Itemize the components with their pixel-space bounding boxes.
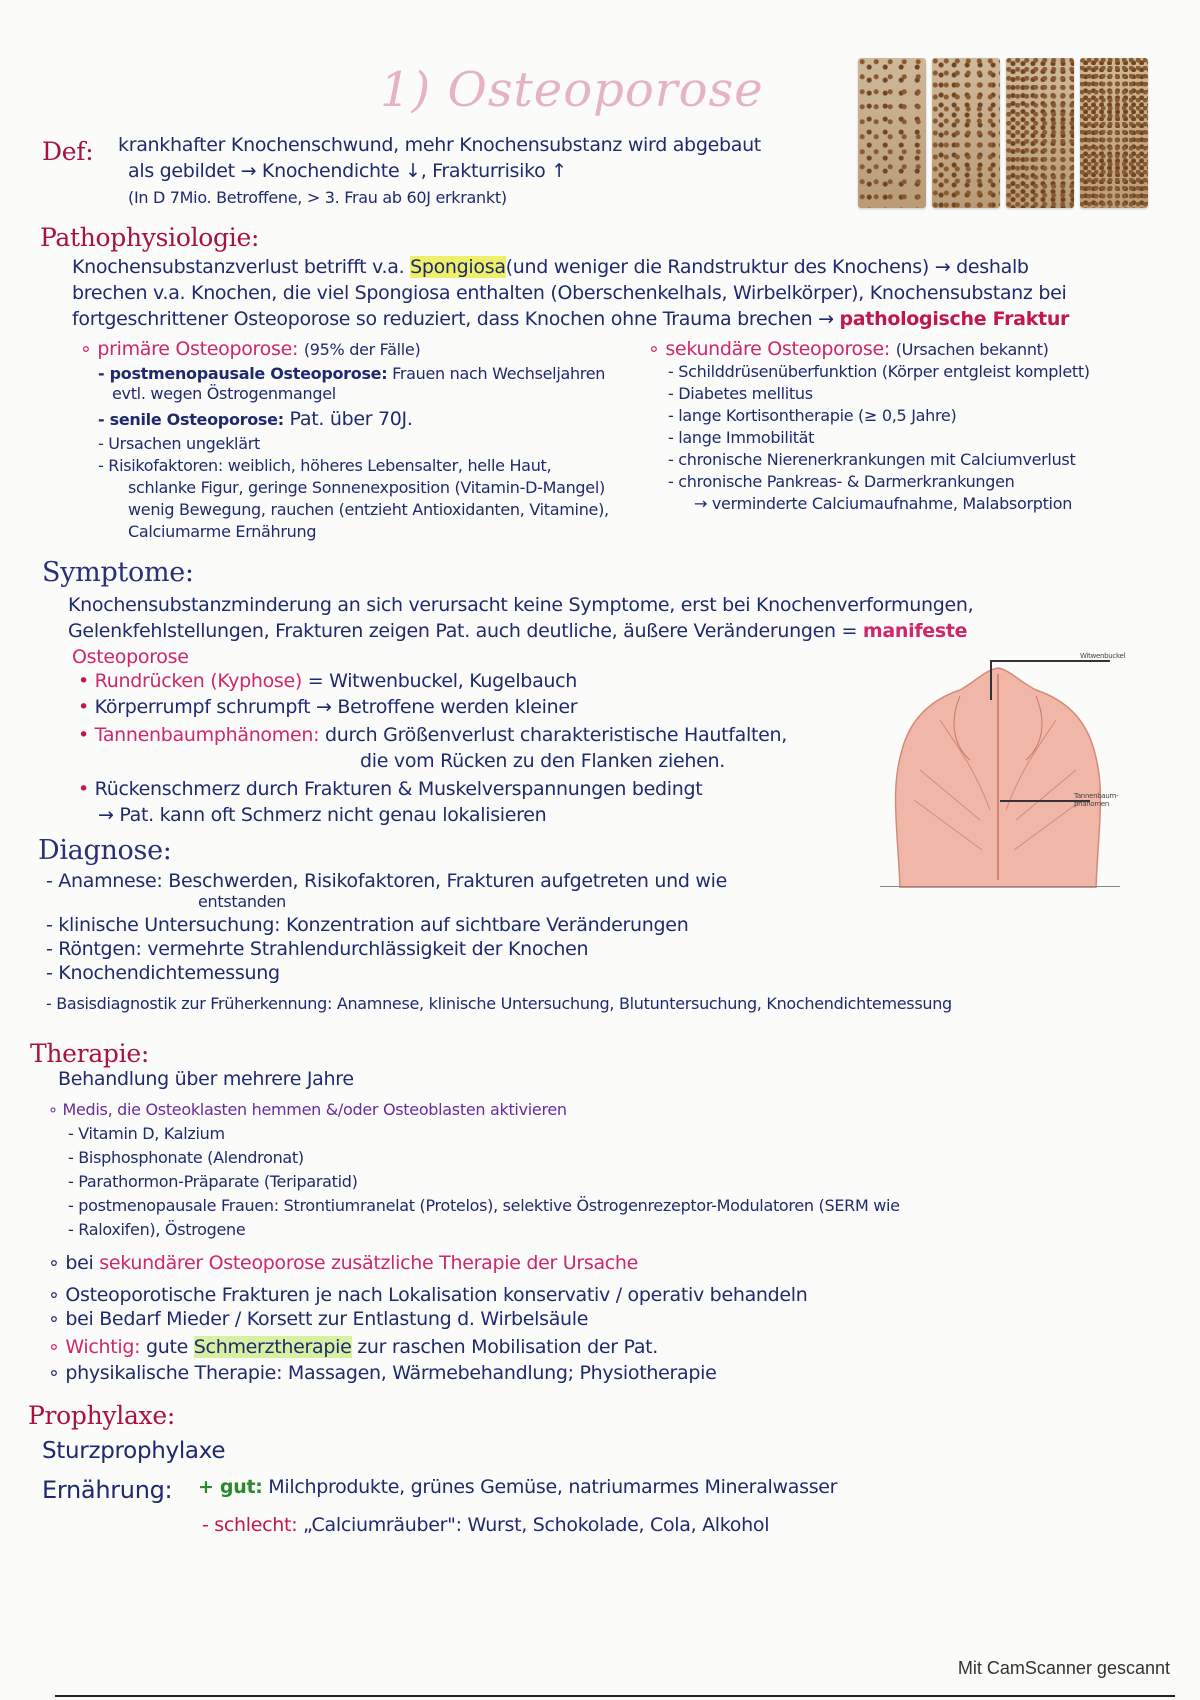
manifeste: manifeste (862, 620, 968, 642)
back-illustration (880, 660, 1115, 888)
therapie-med-4: - postmenopausale Frauen: Strontiumranelat (Protelos), selektive Östrogenrezeptor-Modulatoren (SERM wie (68, 1196, 900, 1215)
gut-label: + gut: (198, 1476, 263, 1498)
footer-divider (55, 1695, 1175, 1697)
secondary-item: - Schilddrüsenüberfunktion (Körper entgleist komplett) (668, 362, 1090, 381)
therapie-med-2: - Bisphosphonate (Alendronat) (68, 1148, 304, 1167)
symptom-bullet-1: • Rundrücken (Kyphose) = Witwenbuckel, Kugelbauch (78, 670, 578, 692)
therapie-bullet-1b: zusätzliche Therapie der Ursache (325, 1252, 639, 1274)
symptome-heading: Symptome: (42, 557, 194, 588)
risk-line-4: Calciumarme Ernährung (128, 522, 317, 541)
prophylaxe-heading: Prophylaxe: (28, 1401, 175, 1430)
symptome-line-3: Osteoporose (72, 646, 189, 668)
def-line-2: als gebildet → Knochendichte ↓, Frakturrisiko ↑ (128, 160, 567, 182)
diagnose-line-4: - Knochendichtemessung (46, 962, 280, 984)
tannenbaum-text: durch Größenverlust charakteristische Hautfalten, (319, 724, 787, 746)
senile-row (98, 408, 413, 430)
patho-line-2: brechen v.a. Knochen, die viel Spongiosa enthalten (Oberschenkelhals, Wirbelkörper), Knochensubstanz bei (72, 282, 1067, 304)
therapie-bullet-4b: zur raschen Mobilisation der Pat. (351, 1336, 659, 1358)
therapie-bullet-4a: gute (140, 1336, 194, 1358)
therapie-med-5: - Raloxifen), Östrogene (68, 1220, 246, 1239)
patho-line-3a: fortgeschrittener Osteoporose so reduziert, dass Knochen ohne Trauma brechen → (72, 308, 840, 330)
highlight-spongiosa: Spongiosa (410, 256, 506, 278)
symptome-line-2 (68, 620, 967, 642)
patho-line-3 (72, 308, 1069, 330)
symptom-bullet-4-line-2: → Pat. kann oft Schmerz nicht genau lokalisieren (98, 804, 547, 826)
patho-line-1 (72, 256, 1029, 278)
therapie-bullet-4 (48, 1336, 658, 1358)
symptome-line-2a: Gelenkfehlstellungen, Frakturen zeigen Pat. auch deutliche, äußere Veränderungen = (68, 620, 863, 642)
therapie-medis: ∘ Medis, die Osteoklasten hemmen &/oder Osteoblasten aktivieren (48, 1100, 567, 1119)
therapie-bullet-1: ∘ bei sekundärer Osteoporose zusätzliche Therapie der Ursache (48, 1252, 639, 1274)
prophylaxe-schlecht (202, 1514, 769, 1536)
prophylaxe-gut (198, 1476, 837, 1498)
primary-heading-note: (95% der Fälle) (303, 340, 421, 359)
risk-line-3: wenig Bewegung, rauchen (entzieht Antioxidanten, Vitamine), (128, 500, 609, 519)
senile-label: - senile Osteoporose: (98, 410, 284, 429)
sekundaerer-osteoporose: sekundärer Osteoporose (99, 1252, 326, 1274)
diagnose-line-2: - klinische Untersuchung: Konzentration auf sichtbare Veränderungen (46, 914, 689, 936)
diagnose-line-3: - Röntgen: vermehrte Strahlendurchlässigkeit der Knochen (46, 938, 589, 960)
postmenopausal-label: - postmenopausale Osteoporose: (98, 364, 388, 383)
secondary-heading-row (648, 338, 1049, 360)
therapie-bullet-3: ∘ bei Bedarf Mieder / Korsett zur Entlastung d. Wirbelsäule (48, 1308, 589, 1330)
diagnose-line-1: - Anamnese: Beschwerden, Risikofaktoren, Frakturen aufgetreten und wie (46, 870, 727, 892)
therapie-bullet-5: ∘ physikalische Therapie: Massagen, Wärmebehandlung; Physiotherapie (48, 1362, 717, 1384)
prophylaxe-sturz: Sturzprophylaxe (42, 1438, 226, 1464)
label-leader-top (990, 660, 1110, 662)
ursachen: - Ursachen ungeklärt (98, 434, 260, 453)
therapie-med-3: - Parathormon-Präparate (Teriparatid) (68, 1172, 358, 1191)
bone-image-1 (858, 58, 926, 208)
patho-line-1b: (und weniger die Randstruktur des Knochens) → deshalb (505, 256, 1029, 278)
primary-heading-row (80, 338, 420, 360)
secondary-item: - Diabetes mellitus (668, 384, 813, 403)
tannenbaumphaenomen: Tannenbaumphänomen: (94, 724, 320, 746)
secondary-item: - chronische Pankreas- & Darmerkrankungen (668, 472, 1015, 491)
primary-heading: ∘ primäre Osteoporose: (80, 338, 299, 360)
bone-image-2 (932, 58, 1000, 208)
gut-text: Milchprodukte, grünes Gemüse, natriumarmes Mineralwasser (262, 1476, 838, 1498)
bone-image-3 (1006, 58, 1074, 208)
therapie-bullet-1a: bei (65, 1252, 100, 1274)
therapie-heading: Therapie: (30, 1039, 149, 1068)
image-label-tannenbaum: Tannenbaum-phänomen (1074, 792, 1119, 808)
secondary-item: - lange Kortisontherapie (≥ 0,5 Jahre) (668, 406, 957, 425)
therapie-line-0: Behandlung über mehrere Jahre (58, 1068, 354, 1090)
def-label: Def: (42, 137, 94, 166)
postmenopausal-row (98, 364, 605, 383)
symptom-bullet-4: • Rückenschmerz durch Frakturen & Muskelverspannungen bedingt (78, 778, 703, 800)
def-line-1: krankhafter Knochenschwund, mehr Knochensubstanz wird abgebaut (118, 134, 761, 156)
bone-image-4 (1080, 58, 1148, 208)
scanner-watermark: Mit CamScanner gescannt (957, 1658, 1170, 1678)
rundruecken-text: = Witwenbuckel, Kugelbauch (302, 670, 578, 692)
page-title: 1) Osteoporose (380, 62, 764, 118)
def-line-3: (In D 7Mio. Betroffene, > 3. Frau ab 60J erkrankt) (128, 188, 507, 207)
senile-text: Pat. über 70J. (289, 408, 413, 430)
diagnose-line-1b: entstanden (198, 892, 286, 911)
symptom-bullet-2-text: Körperrumpf schrumpft → Betroffene werden kleiner (94, 696, 578, 718)
label-leader-vertical (990, 660, 992, 700)
postmenopausal-line-2: evtl. wegen Östrogenmangel (112, 384, 336, 403)
highlight-schmerztherapie: Schmerztherapie (193, 1336, 352, 1358)
secondary-item: - lange Immobilität (668, 428, 815, 447)
prophylaxe-ernaehrung-label: Ernährung: (42, 1476, 173, 1504)
patho-line-1a: Knochensubstanzverlust betrifft v.a. (72, 256, 411, 278)
rundruecken: Rundrücken (Kyphose) (94, 670, 303, 692)
schlecht-label: - schlecht: (202, 1514, 298, 1536)
symptom-bullet-2: • Körperrumpf schrumpft → Betroffene werden kleiner (78, 696, 578, 718)
symptom-bullet-3: • Tannenbaumphänomen: durch Größenverlust charakteristische Hautfalten, (78, 724, 787, 746)
image-label-witwenbuckel: Witwenbuckel (1080, 652, 1126, 660)
secondary-heading-note: (Ursachen bekannt) (895, 340, 1049, 359)
therapie-med-1: - Vitamin D, Kalzium (68, 1124, 225, 1143)
symptom-bullet-3-line-2: die vom Rücken zu den Flanken ziehen. (360, 750, 725, 772)
secondary-item: → verminderte Calciumaufnahme, Malabsorption (694, 494, 1073, 513)
symptom-bullet-4-text: Rückenschmerz durch Frakturen & Muskelverspannungen bedingt (94, 778, 703, 800)
postmenopausal-text: Frauen nach Wechseljahren (392, 364, 606, 383)
symptome-line-1: Knochensubstanzminderung an sich verursacht keine Symptome, erst bei Knochenverformungen, (68, 594, 974, 616)
diagnose-heading: Diagnose: (38, 835, 172, 866)
wichtig: ∘ Wichtig: (48, 1336, 141, 1358)
pathologische-fraktur: pathologische Fraktur (839, 308, 1070, 330)
patho-heading: Pathophysiologie: (40, 223, 260, 252)
secondary-heading: ∘ sekundäre Osteoporose: (648, 338, 890, 360)
schlecht-text: „Calciumräuber": Wurst, Schokolade, Cola, Alkohol (297, 1514, 770, 1536)
diagnose-line-5: - Basisdiagnostik zur Früherkennung: Anamnese, klinische Untersuchung, Blutuntersuchung, Knochendichtemessung (46, 994, 952, 1013)
risk-line-2: schlanke Figur, geringe Sonnenexposition (Vitamin-D-Mangel) (128, 478, 605, 497)
secondary-item: - chronische Nierenerkrankungen mit Calciumverlust (668, 450, 1076, 469)
therapie-bullet-2: ∘ Osteoporotische Frakturen je nach Lokalisation konservativ / operativ behandeln (48, 1284, 808, 1306)
image-baseline (880, 886, 1120, 887)
risk-line-1: - Risikofaktoren: weiblich, höheres Lebensalter, helle Haut, (98, 456, 552, 475)
